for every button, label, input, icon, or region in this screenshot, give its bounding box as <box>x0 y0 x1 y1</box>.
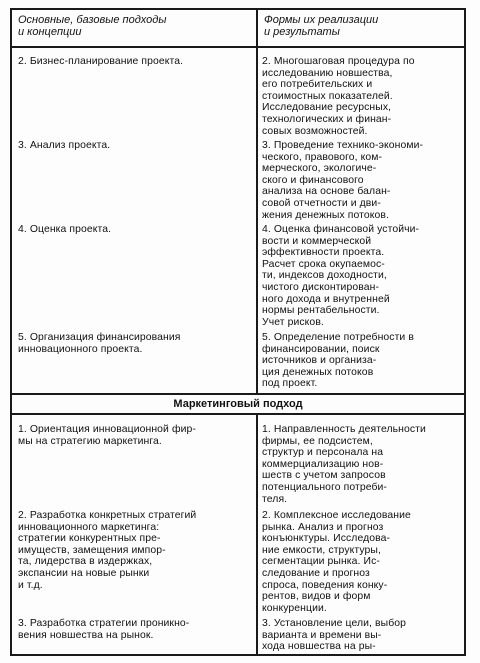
bottom-row-2-right: 2. Комплексное исследование рынка. Анализ и прогноз конъюнктуры. Исследова- ние емкости, структуры, сегментации рынка. Ис- следование и прогноз спроса, поведения конку- рентов, видов и форм конкуренции. <box>262 510 411 614</box>
top-row-1-right: 2. Многошаговая процедура по исследованию новшества, его потребительских и стоимостных показателей. Исследование ресурсных, технологических и финан- совых возможностей. <box>262 56 415 137</box>
bottom-row-1-left: 1. Ориентация инновационной фир- мы на стратегию маркетинга. <box>18 424 196 447</box>
bottom-row-3-left: 3. Разработка стратегии проникно- вения новшества на рынок. <box>18 618 190 641</box>
bottom-row-2-left: 2. Разработка конкретных стратегий инновационного маркетинга: стратегии конкурентных пре- имуществ, замещения импор- та, лидерства в издержках, экспансии на новые рынки и т.д. <box>18 510 197 591</box>
top-row-4-left: 5. Организация финансирования инновационного проекта. <box>18 332 181 355</box>
bottom-row-1-right: 1. Направленность деятельности фирмы, ее подсистем, структур и персонала на коммерциализацию нов- шеств с учетом запросов потенциального потреби- теля. <box>262 424 426 505</box>
top-row-2-left: 3. Анализ проекта. <box>18 140 111 151</box>
comparison-table <box>10 8 466 656</box>
column-divider-top <box>256 10 258 393</box>
top-row-4-right: 5. Определение потребности в финансировании, поиск источников и организа- ция денежных потоков под проект. <box>262 332 414 390</box>
column-divider-bottom <box>256 415 258 656</box>
bottom-row-3-right: 3. Установление цели, выбор варианта и времени вы- хода новшества на ры- <box>262 618 407 653</box>
top-row-3-right: 4. Оценка финансовой устойчи- вости и коммерческой эффективности проекта. Расчет срока окупаемос- ти, индексов доходности, чистого дисконтирован- ного дохода и внутренней нормы рентабельности. Учет рисков. <box>262 224 420 328</box>
top-row-3-left: 4. Оценка проекта. <box>18 224 112 235</box>
header-right: Формы их реализации и результаты <box>264 14 379 38</box>
top-row-2-right: 3. Проведение технико-экономи- ческого, правового, ком- мерческого, экологиче- ского и финансового анализа на основе балан- совой отчетности и дви- жения денежных потоков. <box>262 140 424 221</box>
section-title: Маркетинговый подход <box>12 393 464 415</box>
top-row-1-left: 2. Бизнес-планирование проекта. <box>18 56 184 67</box>
header-left: Основные, базовые подходы и концепции <box>18 14 167 38</box>
